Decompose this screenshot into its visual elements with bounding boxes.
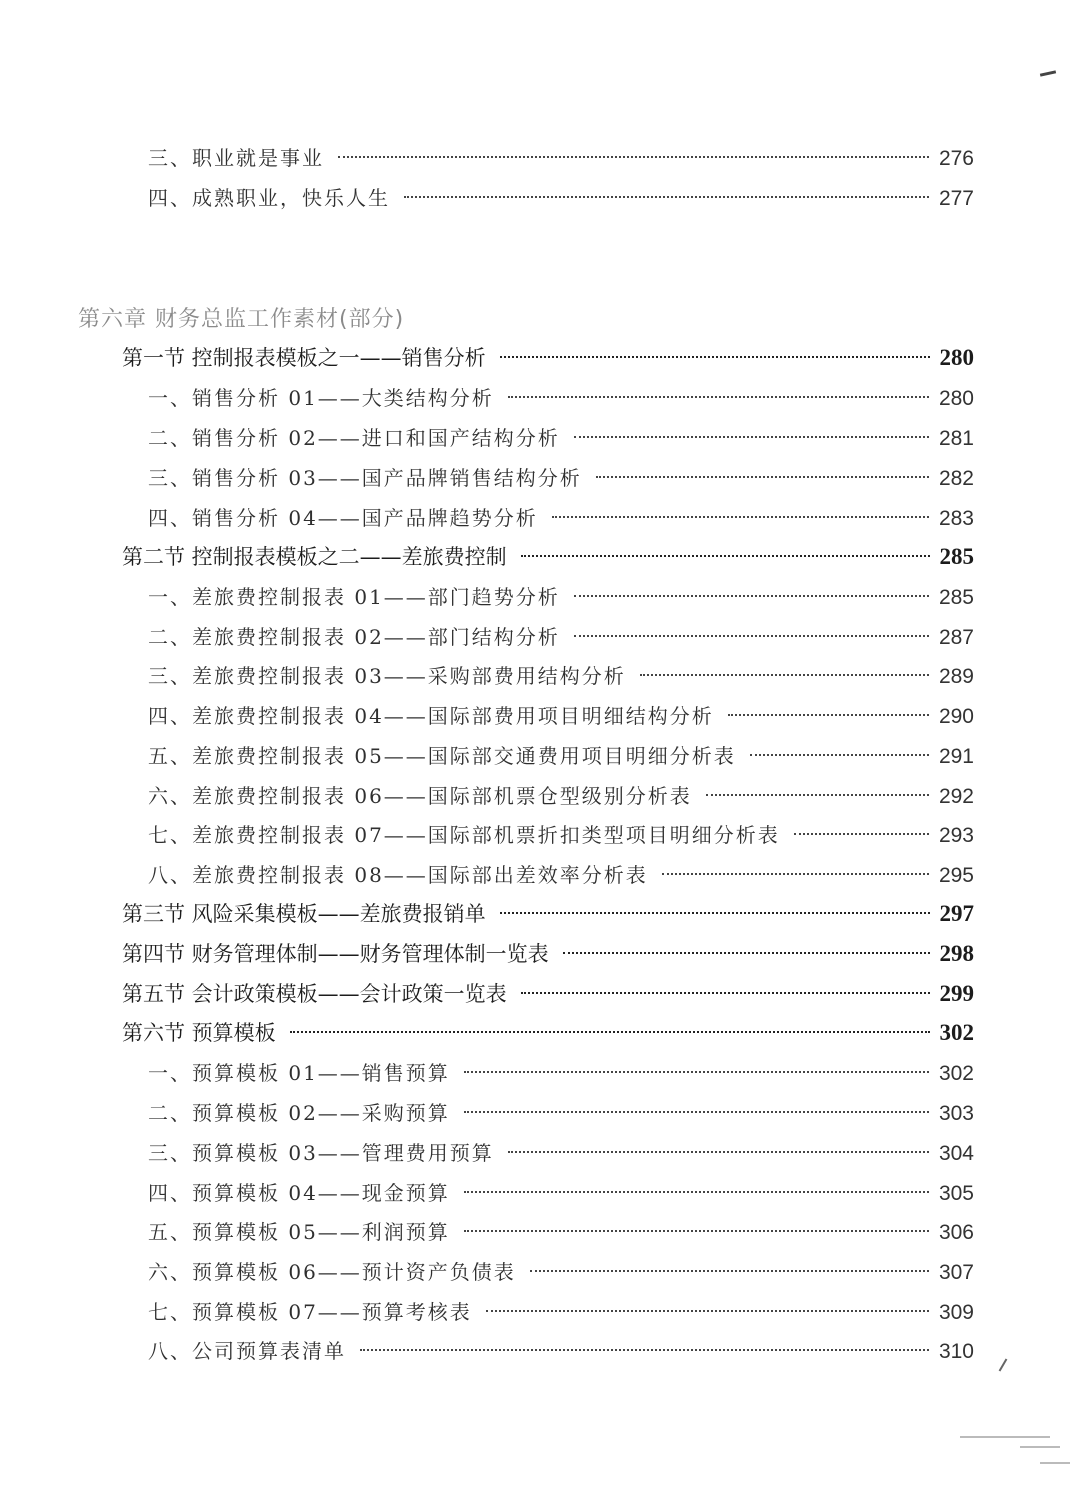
- toc-section[interactable]: [122, 980, 974, 1008]
- toc-entry[interactable]: [148, 782, 974, 810]
- toc-entry-page: 276: [938, 147, 974, 170]
- dot-leader: [290, 1031, 930, 1033]
- toc-entry[interactable]: [148, 1218, 974, 1246]
- dot-leader: [521, 555, 930, 557]
- toc-entry-page: 302: [938, 1062, 974, 1085]
- dot-leader: [508, 396, 929, 398]
- toc-entry-label: 三、差旅费控制报表 03——采购部费用结构分析: [148, 664, 626, 688]
- toc-entry-label: 七、预算模板 07——预算考核表: [148, 1300, 472, 1324]
- toc-entry-page: 292: [938, 785, 974, 808]
- toc-entry[interactable]: [148, 1258, 974, 1286]
- toc-entry[interactable]: [148, 861, 974, 889]
- toc-entry-page: 304: [938, 1142, 974, 1165]
- scan-mark: [1040, 1462, 1070, 1464]
- dot-leader: [574, 436, 929, 438]
- dot-leader: [794, 833, 929, 835]
- toc-entry-label: 六、差旅费控制报表 06——国际部机票仓型级别分析表: [148, 784, 692, 808]
- dot-leader: [360, 1349, 929, 1351]
- toc-section-page: 298: [939, 941, 974, 966]
- toc-entry-page: 277: [938, 187, 974, 210]
- toc-section-title: 第二节 控制报表模板之二——差旅费控制: [122, 545, 507, 569]
- toc-entry-label: 四、销售分析 04——国产品牌趋势分析: [148, 506, 538, 530]
- toc-entry-label: 八、公司预算表清单: [148, 1339, 346, 1363]
- dot-leader: [486, 1310, 929, 1312]
- toc-section-title: 第五节 会计政策模板——会计政策一览表: [122, 982, 507, 1006]
- dot-leader: [530, 1270, 929, 1272]
- toc-entry-label: 四、差旅费控制报表 04——国际部费用项目明细结构分析: [148, 704, 714, 728]
- toc-entry-page: 303: [938, 1102, 974, 1125]
- scan-mark: [999, 1358, 1008, 1371]
- toc-entry-page: 290: [938, 705, 974, 728]
- toc-section-title: 第四节 财务管理体制——财务管理体制一览表: [122, 942, 549, 966]
- toc-entry-page: 309: [938, 1301, 974, 1324]
- toc-entry-label: 三、销售分析 03——国产品牌销售结构分析: [148, 466, 582, 490]
- toc-entry[interactable]: [148, 1179, 974, 1207]
- toc-entry-page: 310: [938, 1340, 974, 1363]
- toc-entry[interactable]: [148, 623, 974, 651]
- toc-entry-label: 一、预算模板 01——销售预算: [148, 1061, 450, 1085]
- toc-entry-page: 305: [938, 1182, 974, 1205]
- dot-leader: [728, 714, 929, 716]
- toc-entry[interactable]: [148, 464, 974, 492]
- toc-entry[interactable]: [148, 424, 974, 452]
- dot-leader: [750, 754, 929, 756]
- dot-leader: [338, 156, 929, 158]
- toc-section-page: 299: [939, 981, 974, 1006]
- toc-entry[interactable]: [148, 583, 974, 611]
- toc-entry-label: 三、职业就是事业: [148, 146, 324, 170]
- dot-leader: [563, 952, 930, 954]
- dot-leader: [640, 674, 929, 676]
- toc-entry-page: 282: [938, 467, 974, 490]
- toc-entry[interactable]: [148, 662, 974, 690]
- toc-entry[interactable]: [148, 1139, 974, 1167]
- toc-entry-label: 一、差旅费控制报表 01——部门趋势分析: [148, 585, 560, 609]
- toc-entry-label: 五、预算模板 05——利润预算: [148, 1220, 450, 1244]
- toc-section-title: 第六节 预算模板: [122, 1021, 276, 1045]
- dot-leader: [464, 1111, 929, 1113]
- toc-entry-label: 三、预算模板 03——管理费用预算: [148, 1141, 494, 1165]
- toc-entry[interactable]: [148, 1099, 974, 1127]
- toc-entry[interactable]: [148, 702, 974, 730]
- toc-section-title: 第一节 控制报表模板之一——销售分析: [122, 346, 486, 370]
- toc-entry-label: 八、差旅费控制报表 08——国际部出差效率分析表: [148, 863, 648, 887]
- toc-entry-label: 二、预算模板 02——采购预算: [148, 1101, 450, 1125]
- toc-section-page: 302: [939, 1020, 974, 1045]
- dot-leader: [500, 912, 930, 914]
- scan-mark: [1040, 70, 1056, 76]
- toc-entry-page: 281: [938, 427, 974, 450]
- toc-entry-page: 306: [938, 1221, 974, 1244]
- chapter-title[interactable]: 第六章 财务总监工作素材(部分): [78, 307, 405, 332]
- dot-leader: [508, 1151, 929, 1153]
- toc-entry-page: 289: [938, 665, 974, 688]
- toc-entry[interactable]: [148, 184, 974, 212]
- toc-section-page: 297: [939, 901, 974, 926]
- dot-leader: [574, 635, 929, 637]
- toc-section[interactable]: [122, 1019, 974, 1047]
- toc-entry-label: 六、预算模板 06——预计资产负债表: [148, 1260, 516, 1284]
- toc-entry-page: 307: [938, 1261, 974, 1284]
- toc-entry[interactable]: [148, 1337, 974, 1365]
- toc-entry-page: 285: [938, 586, 974, 609]
- toc-entry-page: 291: [938, 745, 974, 768]
- toc-entry-page: 295: [938, 864, 974, 887]
- toc-entry[interactable]: [148, 504, 974, 532]
- toc-entry-page: 287: [938, 626, 974, 649]
- toc-section-page: 280: [939, 345, 974, 370]
- toc-entry-page: 293: [938, 824, 974, 847]
- toc-entry[interactable]: [148, 144, 974, 172]
- dot-leader: [464, 1071, 929, 1073]
- toc-section-title: 第三节 风险采集模板——差旅费报销单: [122, 902, 486, 926]
- dot-leader: [662, 873, 929, 875]
- toc-section[interactable]: [122, 900, 974, 928]
- dot-leader: [464, 1230, 929, 1232]
- toc-section-page: 285: [939, 544, 974, 569]
- dot-leader: [552, 516, 929, 518]
- toc-entry[interactable]: [148, 384, 974, 412]
- toc-section[interactable]: [122, 543, 974, 571]
- toc-entry-label: 五、差旅费控制报表 05——国际部交通费用项目明细分析表: [148, 744, 736, 768]
- dot-leader: [574, 595, 929, 597]
- toc-entry[interactable]: [148, 821, 974, 849]
- toc-entry-label: 七、差旅费控制报表 07——国际部机票折扣类型项目明细分析表: [148, 823, 780, 847]
- dot-leader: [596, 476, 929, 478]
- scan-mark: [960, 1436, 1050, 1438]
- toc-entry[interactable]: [148, 1298, 974, 1326]
- toc-entry-label: 二、差旅费控制报表 02——部门结构分析: [148, 625, 560, 649]
- toc-entry-label: 二、销售分析 02——进口和国产结构分析: [148, 426, 560, 450]
- toc-entry-page: 280: [938, 387, 974, 410]
- toc-entry[interactable]: [148, 1059, 974, 1087]
- dot-leader: [464, 1191, 929, 1193]
- dot-leader: [521, 992, 930, 994]
- dot-leader: [404, 196, 929, 198]
- scan-mark: [1020, 1446, 1060, 1448]
- toc-entry-page: 283: [938, 507, 974, 530]
- toc-section[interactable]: [122, 344, 974, 372]
- toc-entry[interactable]: [148, 742, 974, 770]
- toc-entry-label: 四、成熟职业，快乐人生: [148, 186, 390, 210]
- toc-section[interactable]: [122, 940, 974, 968]
- toc-entry-label: 一、销售分析 01——大类结构分析: [148, 386, 494, 410]
- toc-entry-label: 四、预算模板 04——现金预算: [148, 1181, 450, 1205]
- dot-leader: [500, 356, 930, 358]
- dot-leader: [706, 794, 929, 796]
